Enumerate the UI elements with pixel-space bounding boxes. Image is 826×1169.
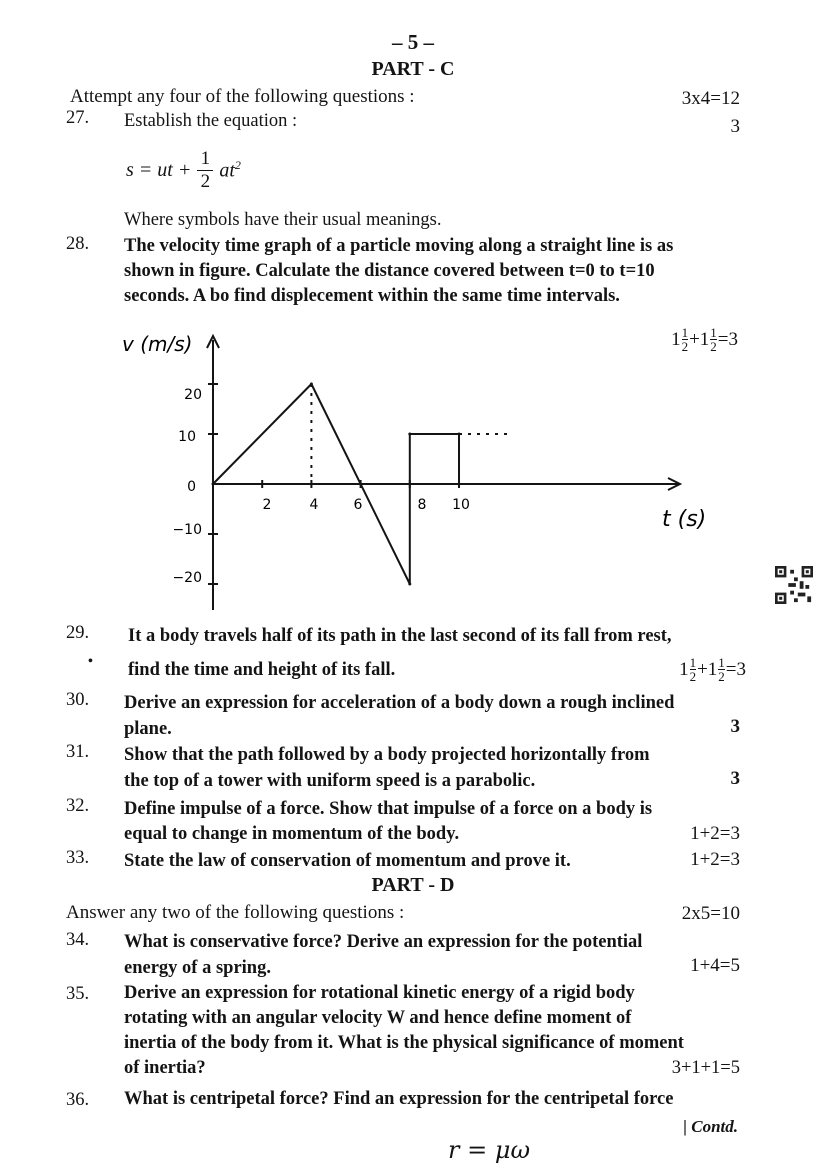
fraction-denominator: 2 [200,171,211,192]
velocity-time-graph [110,326,730,616]
marks-fraction [718,656,725,683]
q28-number: 28. [66,234,90,254]
y-tick-label: 20 [184,387,202,403]
q35-text [124,981,740,1081]
part-d-instruction: Answer any two of the following questions : [66,902,405,923]
data-point [408,583,411,586]
x-tick-label: 6 [353,497,363,513]
q35-number: 35. [66,984,90,1004]
x-tick-label: 2 [262,497,272,513]
q32-line1: Define impulse of a force. Show that impulse of a force on a body is [124,799,653,819]
q29-marks: 1 $\frac{1}{2}$ + 1 $\frac{1}{2}$ = 3 [679,655,746,684]
data-point [458,483,461,486]
q36-number: 36. [66,1090,90,1110]
frac-den: 2 [718,669,725,684]
q31-line1: Show that the path followed by a body projected horizontally from [124,745,650,765]
handwritten-scribble: r = μω [448,1136,531,1164]
q35-line: Derive an expression for rotational kinetic energy of a rigid body [124,983,635,1003]
q30-number: 30. [66,690,90,710]
frac-num: 1 [710,325,717,340]
marks-total: 3 [736,658,746,680]
bullet-mark: • [88,654,93,669]
contd-label: | Contd. [683,1117,738,1136]
frac-num: 1 [681,325,689,340]
q36-line1: What is centripetal force? Find an expression for the centripetal force [124,1089,674,1109]
q31-line2: the top of a tower with uniform speed is a parabolic. [124,771,536,791]
frac-num: 1 [718,655,725,670]
equation-rhs-term: at [219,159,235,182]
marks-total: 3 [728,328,738,350]
q32-number: 32. [66,796,90,816]
q29-line1: It a body travels half of its path in the last second of its fall from rest, [128,626,672,646]
data-point [408,433,411,436]
q27-marks: 3 [730,116,740,137]
q34-number: 34. [66,930,90,950]
graph-xlabel: t (s) [662,507,707,532]
q30-marks: 3 [730,716,740,737]
q30-line1: Derive an expression for acceleration of a body down a rough inclined [124,693,675,713]
fraction-numerator: 1 [200,148,211,169]
part-c-instruction: Attempt any four of the following questions : [70,86,415,107]
q29-line2: find the time and height of its fall. [128,660,396,680]
part-c-marks: 3x4=12 [681,88,740,109]
q27-number: 27. [66,108,90,128]
marks-whole: 1 [707,658,718,680]
q34-line1: What is conservative force? Derive an expression for the potential [124,932,643,952]
frac-den: 2 [681,339,689,354]
frac-num: 1 [689,655,697,670]
q35-line: of inertia? [124,1058,206,1078]
qr-code-icon [774,566,814,604]
x-tick-label: 8 [417,497,427,513]
data-point [458,433,461,436]
data-point [310,383,313,386]
x-tick-label: 4 [309,497,319,513]
q27-text: Establish the equation : [124,111,298,131]
q30-line2: plane. [124,719,172,739]
q28-line: seconds. A bo find displecement within the same time intervals. [124,286,620,306]
data-point [212,483,215,486]
part-d-marks: 2x5=10 [681,903,740,924]
equation-lhs: s = ut + [126,159,192,181]
graph-ylabel: v (m/s) [122,332,193,356]
q33-marks: 1+2=3 [690,849,740,870]
marks-whole: 1 [671,328,681,350]
y-tick-label: 0 [187,479,196,495]
q35-last-row [124,1056,740,1081]
page-number: – 5 – [392,30,434,54]
q35-marks: 3+1+1=5 [671,1058,740,1078]
q31-number: 31. [66,742,90,762]
equation-fraction [197,148,213,193]
q35-line: rotating with an angular velocity W and hence define moment of [124,1008,632,1028]
marks-whole: 1 [679,658,689,680]
y-tick-label: −10 [172,522,202,538]
q31-marks: 3 [730,768,740,789]
part-d-heading: PART - D [371,874,455,896]
q35-line: inertia of the body from it. What is the physical significance of moment [124,1033,684,1053]
q29-number: 29. [66,623,90,643]
equation-rhs [219,158,241,183]
marks-whole: 1 [699,328,710,350]
q28-marks: 1 $\frac{1}{2}$ + 1 $\frac{1}{2}$ = 3 [671,325,738,354]
q27-note: Where symbols have their usual meanings. [124,210,442,230]
q33-number: 33. [66,848,90,868]
y-tick-label: −20 [172,570,202,586]
equation-exponent: 2 [234,158,241,173]
q32-line2: equal to change in momentum of the body. [124,824,460,844]
q28-text [124,234,740,309]
part-c-heading: PART - C [371,58,455,80]
q34-line2: energy of a spring. [124,958,271,978]
frac-den: 2 [689,669,697,684]
y-tick-label: 10 [178,429,196,445]
q32-marks: 1+2=3 [690,823,740,844]
q34-marks: 1+4=5 [690,955,740,976]
frac-den: 2 [710,339,717,354]
x-tick-label: 10 [452,497,470,513]
q28-line: shown in figure. Calculate the distance covered between t=0 to t=10 [124,261,655,281]
q28-line: The velocity time graph of a particle moving along a straight line is as [124,236,674,256]
marks-fraction [690,656,697,683]
q33-line1: State the law of conservation of momentum and prove it. [124,851,571,871]
q27-equation [126,148,241,193]
